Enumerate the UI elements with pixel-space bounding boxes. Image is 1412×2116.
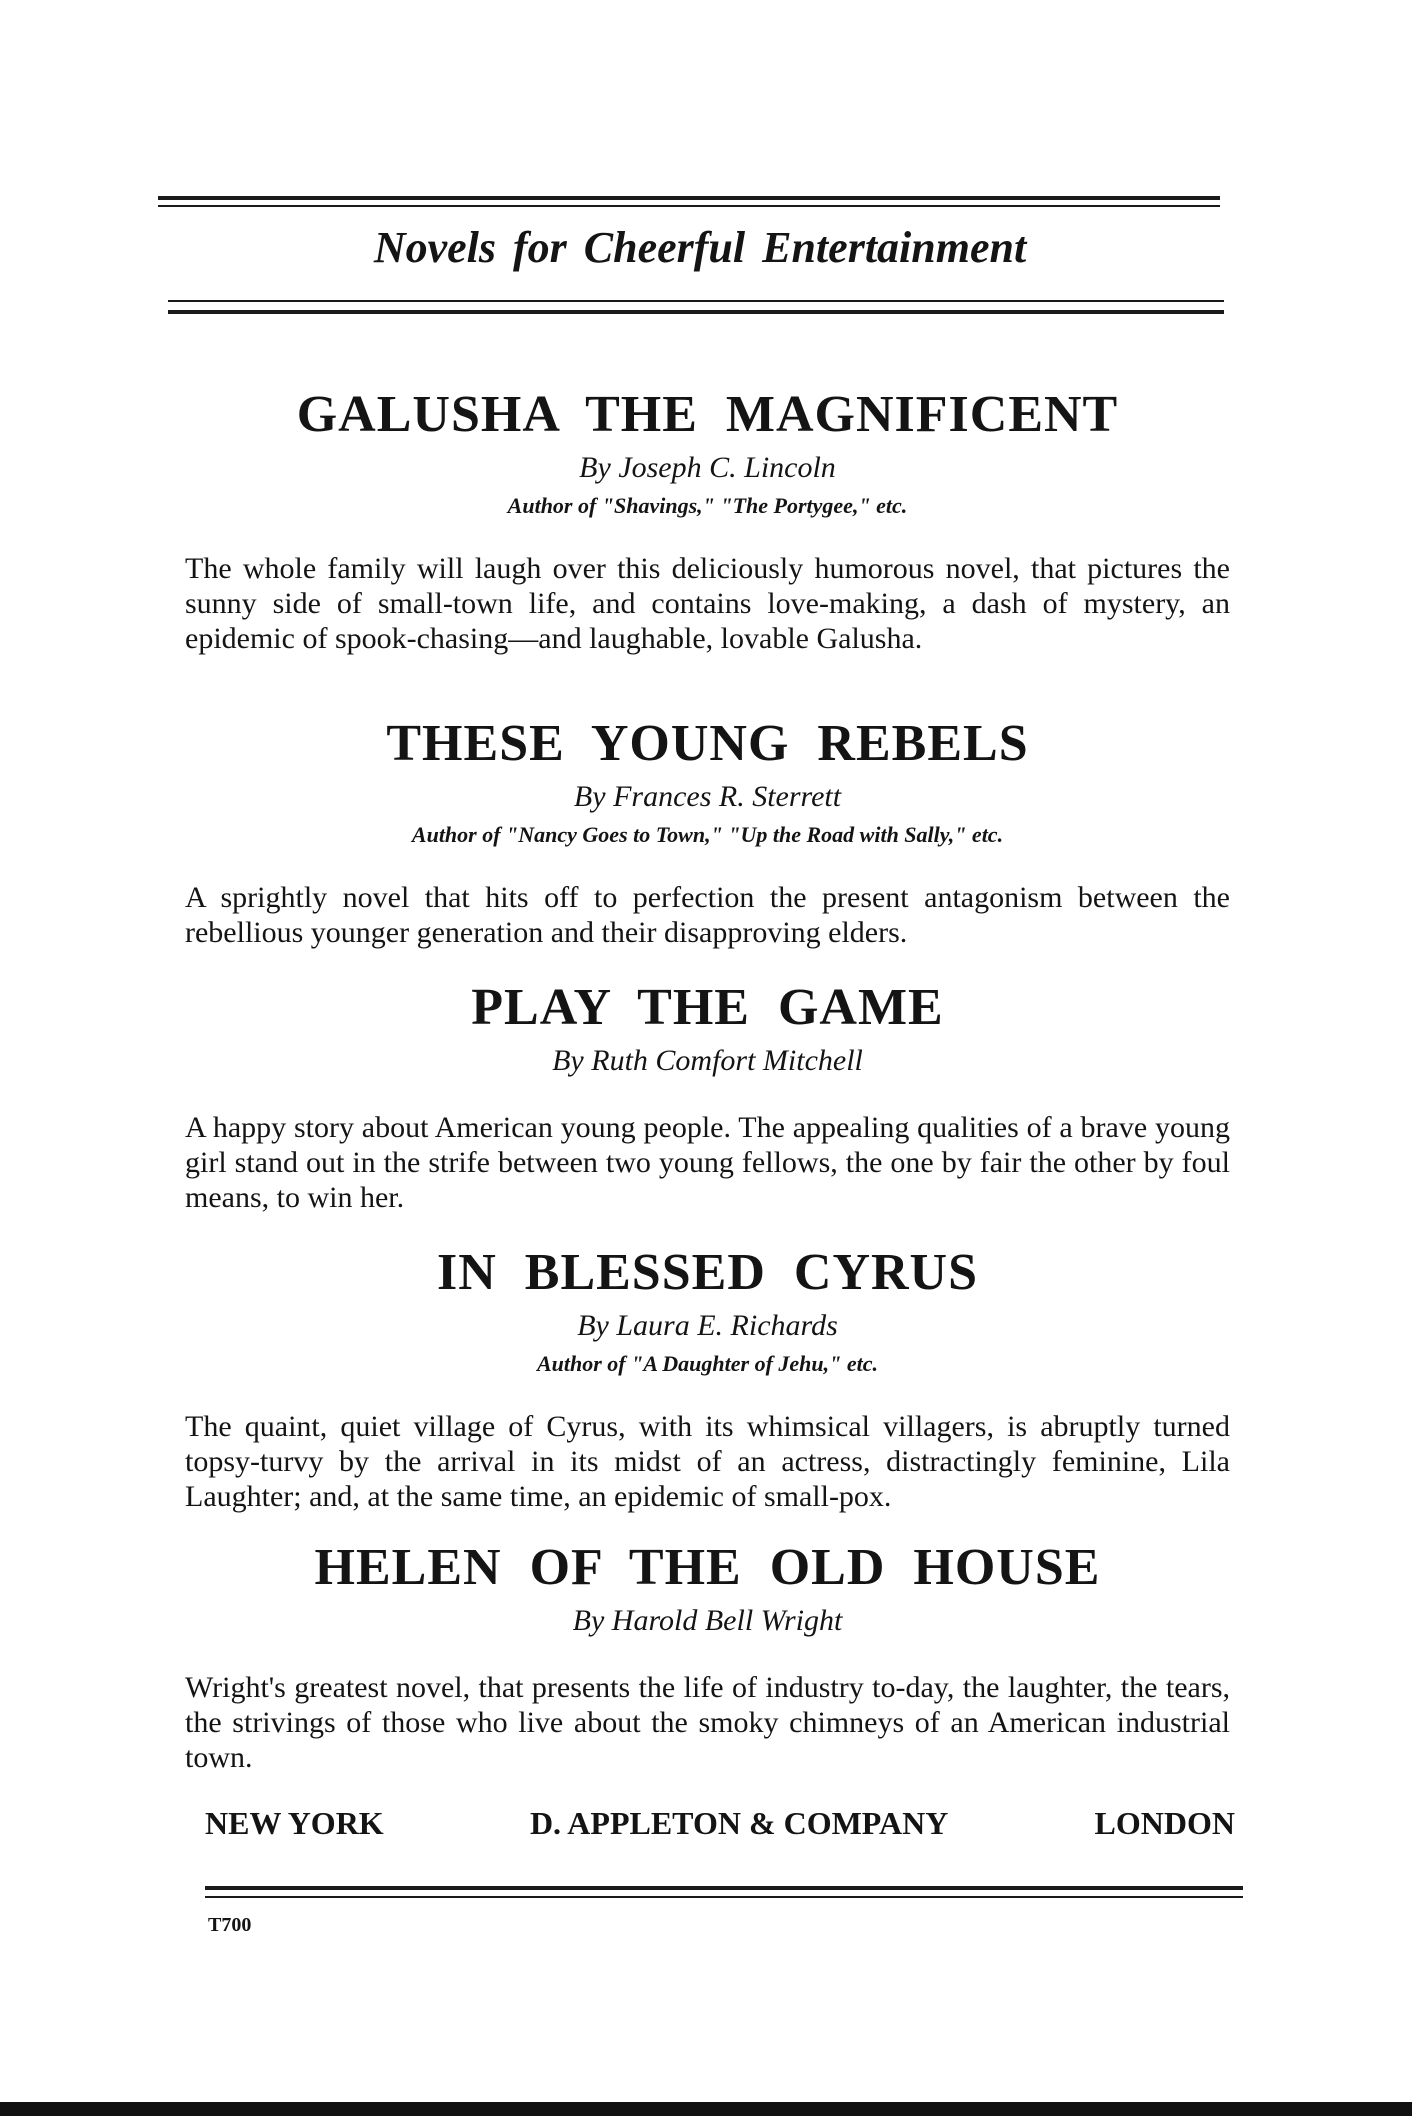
page-title: Novels for Cheerful Entertainment: [373, 223, 1027, 272]
book-author: By Harold Bell Wright: [572, 1604, 843, 1637]
imprint-city-left: NEW YORK: [205, 1805, 384, 1841]
header-rule-bottom-inner: [168, 300, 1224, 302]
book-author: By Ruth Comfort Mitchell: [552, 1044, 863, 1077]
book-title: THESE YOUNG REBELS: [386, 715, 1029, 772]
imprint-publisher: D. APPLETON & COMPANY: [529, 1805, 949, 1841]
scan-edge-bar: [0, 2102, 1412, 2116]
book-entry-young-rebels: [175, 714, 1240, 950]
header-rule-bottom: [168, 310, 1224, 314]
book-entry-helen-old-house: [175, 1538, 1240, 1775]
book-title: HELEN OF THE OLD HOUSE: [314, 1539, 1101, 1596]
book-description: Wright's greatest novel, that presents the life of industry to-day, the laughter, the tears, the strivings of those who live about the smoky chimneys of an American industrial town.: [185, 1671, 1230, 1774]
catalog-code: T700: [208, 1914, 252, 1936]
book-description: The quaint, quiet village of Cyrus, with its whimsical villagers, is abruptly turned topsy-turvy by the arrival in its midst of an actress, distractingly feminine, Lila Laughter; and, at the same time, an epidemic of small-pox.: [185, 1410, 1230, 1513]
header-rule-top-inner: [158, 205, 1220, 207]
footer-rule-top: [205, 1886, 1243, 1890]
book-author-credit: Author of "A Daughter of Jehu," etc.: [536, 1351, 879, 1376]
book-description: A sprightly novel that hits off to perfection the present antagonism between the rebellious younger generation and their disapproving elders.: [185, 881, 1230, 949]
book-author: By Laura E. Richards: [577, 1309, 838, 1342]
publisher-imprint: [205, 1805, 1235, 1842]
book-title: PLAY THE GAME: [471, 979, 944, 1036]
book-title: IN BLESSED CYRUS: [436, 1244, 979, 1301]
footer-rule-bottom: [205, 1896, 1243, 1898]
imprint-city-right: LONDON: [1094, 1805, 1235, 1841]
book-title: GALUSHA THE MAGNIFICENT: [296, 386, 1119, 443]
book-author: By Frances R. Sterrett: [573, 780, 842, 813]
book-author-credit: Author of "Shavings," "The Portygee," etc.: [507, 493, 908, 518]
book-entry-galusha: [175, 385, 1240, 656]
book-author-credit: Author of "Nancy Goes to Town," "Up the Road with Sally," etc.: [411, 822, 1004, 847]
book-author: By Joseph C. Lincoln: [579, 451, 836, 484]
book-entry-blessed-cyrus: [175, 1243, 1240, 1514]
book-description: The whole family will laugh over this deliciously humorous novel, that pictures the sunny side of small-town life, and contains love-making, a dash of mystery, an epidemic of spook-chasing—and laughable, lovable Galusha.: [185, 552, 1230, 655]
book-entry-play-the-game: [175, 978, 1240, 1215]
book-description: A happy story about American young people. The appealing qualities of a brave young girl stand out in the strife between two young fellows, the one by fair the other by foul means, to win her.: [185, 1111, 1230, 1214]
header-rule-top: [158, 196, 1220, 200]
